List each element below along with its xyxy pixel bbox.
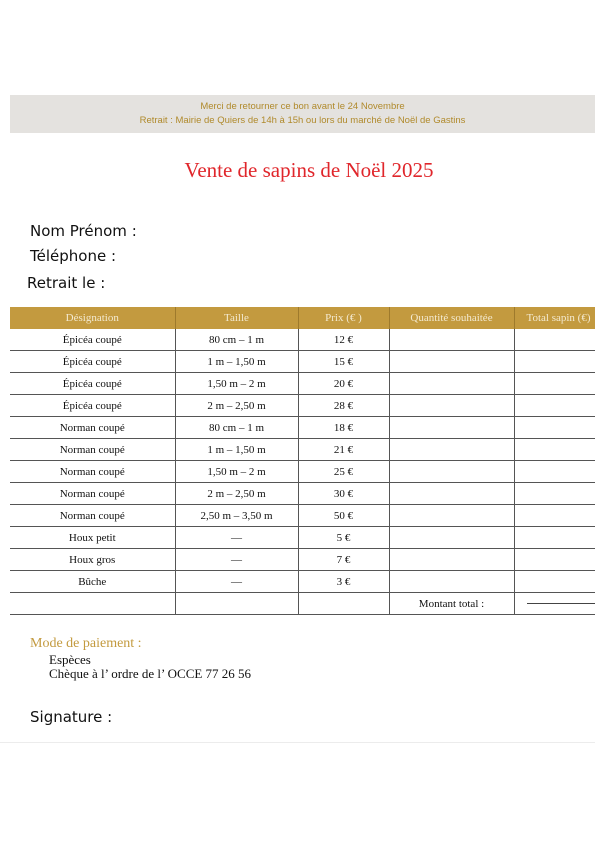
total-cell[interactable]: [514, 549, 595, 571]
total-row: [10, 593, 595, 615]
quantite-cell[interactable]: [389, 549, 514, 571]
table-row: [10, 395, 595, 417]
taille-cell: —: [175, 527, 298, 549]
designation-cell: Épicéa coupé: [10, 373, 175, 395]
prix-cell: 5 €: [298, 527, 389, 549]
empty-cell: [10, 593, 175, 615]
payment-option-cash: Espèces: [49, 652, 91, 667]
empty-cell: [298, 593, 389, 615]
table-row: [10, 549, 595, 571]
total-cell[interactable]: [514, 395, 595, 417]
total-cell[interactable]: [514, 439, 595, 461]
quantite-cell[interactable]: [389, 527, 514, 549]
designation-cell: Houx petit: [10, 527, 175, 549]
taille-cell: 2 m – 2,50 m: [175, 483, 298, 505]
table-row: [10, 461, 595, 483]
table-row: [10, 329, 595, 351]
pickup-date-field-label: Retrait le :: [27, 274, 106, 292]
designation-cell: Bûche: [10, 571, 175, 593]
instructions-banner: [10, 95, 595, 133]
prix-cell: 21 €: [298, 439, 389, 461]
pickup-info-text: Retrait : Mairie de Quiers de 14h à 15h ou lors du marché de Noël de Gastins: [139, 115, 466, 126]
header-quantite: Quantité souhaitée: [389, 307, 514, 329]
quantite-cell[interactable]: [389, 395, 514, 417]
designation-cell: Épicéa coupé: [10, 351, 175, 373]
quantite-cell[interactable]: [389, 571, 514, 593]
empty-cell: [175, 593, 298, 615]
taille-cell: 2,50 m – 3,50 m: [175, 505, 298, 527]
designation-cell: Épicéa coupé: [10, 395, 175, 417]
designation-cell: Norman coupé: [10, 417, 175, 439]
header-total-sapin: Total sapin (€): [514, 307, 595, 329]
quantite-cell[interactable]: [389, 351, 514, 373]
page-title: Vente de sapins de Noël 2025: [184, 158, 434, 182]
total-cell[interactable]: [514, 417, 595, 439]
header-prix: Prix (€ ): [298, 307, 389, 329]
taille-cell: 1 m – 1,50 m: [175, 351, 298, 373]
designation-cell: Norman coupé: [10, 439, 175, 461]
table-row: [10, 351, 595, 373]
quantite-cell[interactable]: [389, 417, 514, 439]
taille-cell: 1,50 m – 2 m: [175, 461, 298, 483]
designation-cell: Norman coupé: [10, 483, 175, 505]
table-row: [10, 483, 595, 505]
total-amount-line: [527, 603, 595, 604]
signature-label: Signature :: [30, 708, 113, 726]
prix-cell: 18 €: [298, 417, 389, 439]
payment-method-title: Mode de paiement :: [30, 636, 142, 651]
taille-cell: 1,50 m – 2 m: [175, 373, 298, 395]
taille-cell: —: [175, 549, 298, 571]
divider: [0, 742, 595, 743]
table-row: [10, 527, 595, 549]
total-cell[interactable]: [514, 329, 595, 351]
prix-cell: 28 €: [298, 395, 389, 417]
total-cell[interactable]: [514, 505, 595, 527]
table-row: [10, 571, 595, 593]
total-cell[interactable]: [514, 373, 595, 395]
quantite-cell[interactable]: [389, 483, 514, 505]
quantite-cell[interactable]: [389, 329, 514, 351]
quantite-cell[interactable]: [389, 505, 514, 527]
phone-field-label: Téléphone :: [30, 247, 117, 265]
designation-cell: Épicéa coupé: [10, 329, 175, 351]
table-header-row: [10, 307, 595, 329]
total-cell[interactable]: [514, 571, 595, 593]
prix-cell: 7 €: [298, 549, 389, 571]
prix-cell: 20 €: [298, 373, 389, 395]
table-row: [10, 373, 595, 395]
taille-cell: —: [175, 571, 298, 593]
prix-cell: 30 €: [298, 483, 389, 505]
table-row: [10, 439, 595, 461]
taille-cell: 80 cm – 1 m: [175, 417, 298, 439]
quantite-cell[interactable]: [389, 461, 514, 483]
total-amount-cell[interactable]: [514, 593, 595, 615]
total-cell[interactable]: [514, 527, 595, 549]
total-cell[interactable]: [514, 351, 595, 373]
taille-cell: 2 m – 2,50 m: [175, 395, 298, 417]
taille-cell: 80 cm – 1 m: [175, 329, 298, 351]
taille-cell: 1 m – 1,50 m: [175, 439, 298, 461]
table-row: [10, 505, 595, 527]
payment-option-cheque: Chèque à l’ ordre de l’ OCCE 77 26 56: [49, 666, 252, 681]
order-table: [10, 307, 595, 615]
designation-cell: Houx gros: [10, 549, 175, 571]
total-cell[interactable]: [514, 461, 595, 483]
quantite-cell[interactable]: [389, 439, 514, 461]
designation-cell: Norman coupé: [10, 505, 175, 527]
prix-cell: 12 €: [298, 329, 389, 351]
prix-cell: 15 €: [298, 351, 389, 373]
prix-cell: 3 €: [298, 571, 389, 593]
header-taille: Taille: [175, 307, 298, 329]
header-designation: Désignation: [10, 307, 175, 329]
return-deadline-text: Merci de retourner ce bon avant le 24 Novembre: [200, 101, 405, 112]
designation-cell: Norman coupé: [10, 461, 175, 483]
name-field-label: Nom Prénom :: [30, 222, 137, 240]
prix-cell: 25 €: [298, 461, 389, 483]
quantite-cell[interactable]: [389, 373, 514, 395]
prix-cell: 50 €: [298, 505, 389, 527]
table-row: [10, 417, 595, 439]
total-cell[interactable]: [514, 483, 595, 505]
total-amount-label: Montant total :: [389, 593, 514, 615]
